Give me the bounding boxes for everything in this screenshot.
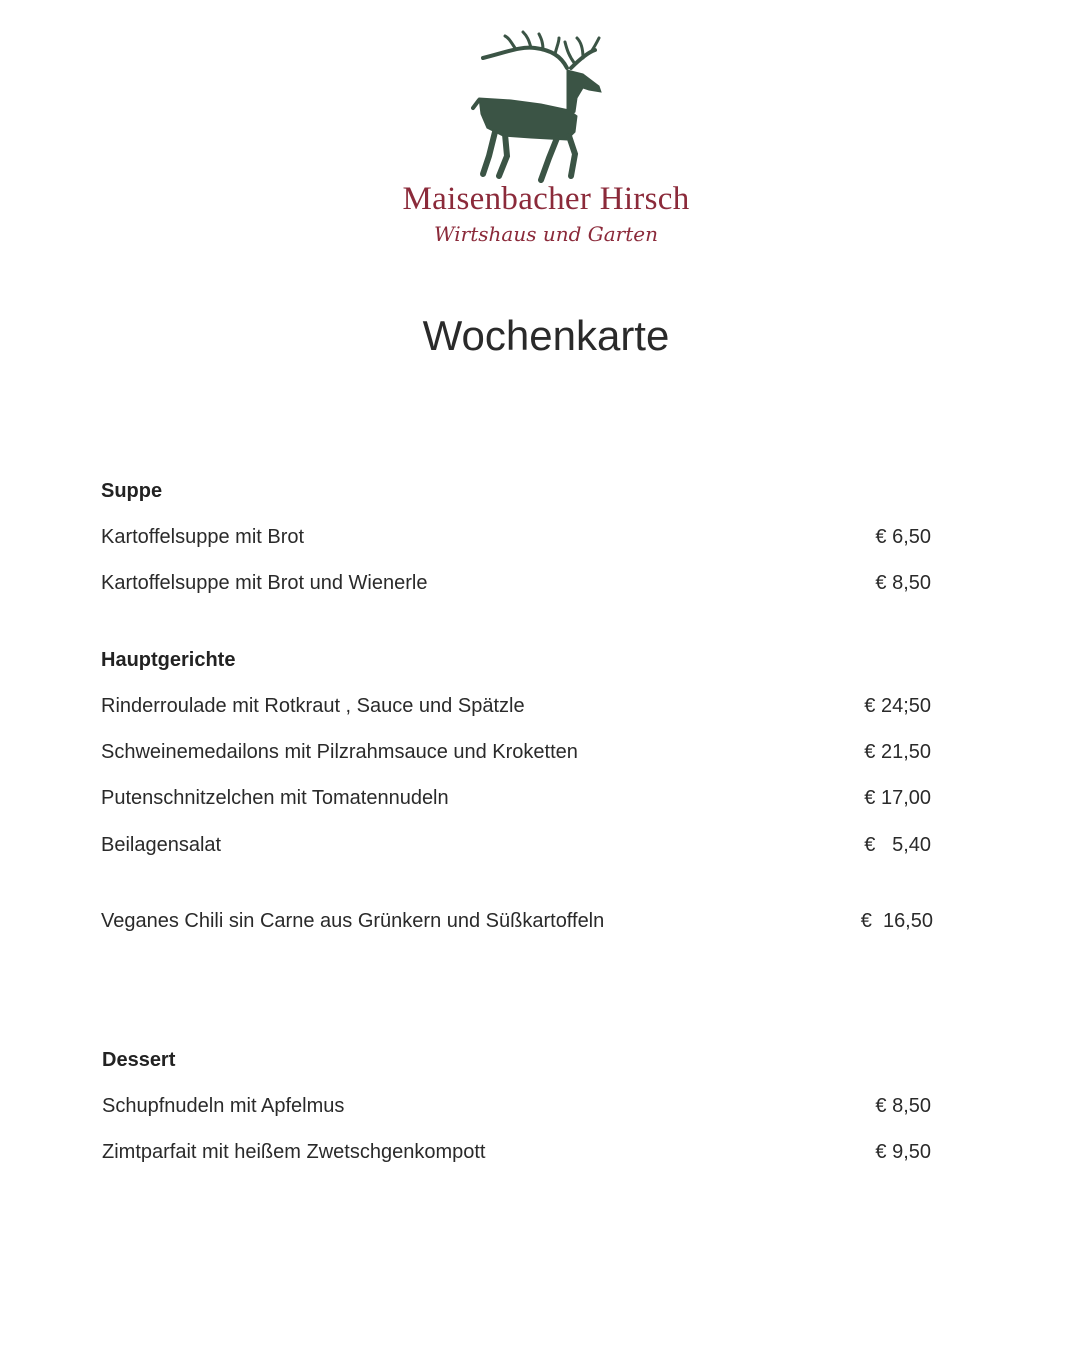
menu-item (101, 526, 931, 549)
item-price: € 8,50 (875, 572, 931, 594)
restaurant-logo (0, 28, 1092, 246)
section-heading-suppe: Suppe (101, 480, 163, 502)
item-name: Zimtparfait mit heißem Zwetschgenkompott (102, 1141, 486, 1163)
item-price: € 24;50 (864, 695, 931, 717)
item-price: € 5,40 (864, 834, 931, 856)
item-price: € 6,50 (875, 526, 931, 548)
item-name: Kartoffelsuppe mit Brot (101, 526, 305, 548)
menu-item (101, 741, 931, 764)
page-title: Wochenkarte (422, 312, 670, 359)
item-name: Schupfnudeln mit Apfelmus (102, 1095, 345, 1117)
item-price: € 16,50 (860, 910, 933, 932)
menu-item (101, 910, 933, 933)
menu-item (102, 1095, 931, 1118)
menu-item (102, 1141, 931, 1164)
deer-icon (471, 28, 621, 183)
brand-name: Maisenbacher Hirsch (402, 181, 690, 217)
item-name: Kartoffelsuppe mit Brot und Wienerle (101, 572, 428, 594)
brand-tagline: Wirtshaus und Garten (434, 222, 658, 246)
item-name: Schweinemedailons mit Pilzrahmsauce und Kroketten (101, 741, 578, 763)
item-name: Veganes Chili sin Carne aus Grünkern und Süßkartoffeln (101, 910, 605, 932)
section-heading-hauptgerichte: Hauptgerichte (101, 649, 236, 671)
item-price: € 21,50 (864, 741, 931, 763)
item-price: € 9,50 (875, 1141, 931, 1163)
menu-item (101, 834, 931, 857)
item-name: Rinderroulade mit Rotkraut , Sauce und Spätzle (101, 695, 525, 717)
item-price: € 17,00 (864, 787, 931, 809)
menu-item (101, 695, 931, 718)
item-price: € 8,50 (875, 1095, 931, 1117)
item-name: Putenschnitzelchen mit Tomatennudeln (101, 787, 449, 809)
item-name: Beilagensalat (101, 834, 222, 856)
menu-item (101, 572, 931, 595)
section-heading-dessert: Dessert (102, 1049, 176, 1071)
menu-item (101, 787, 931, 810)
